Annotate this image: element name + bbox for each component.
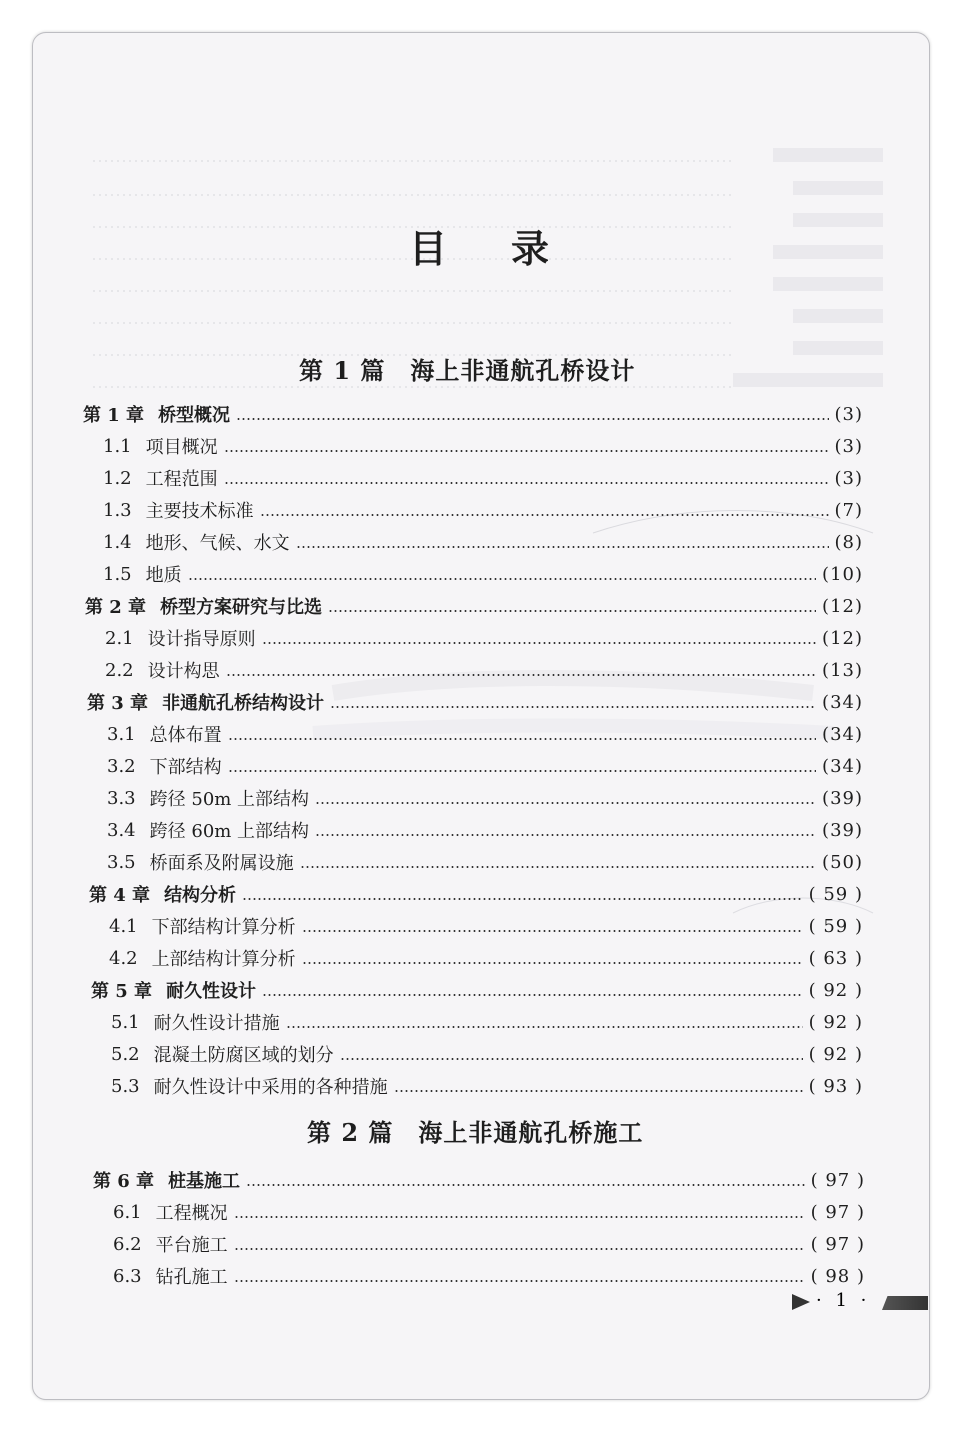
dot-leader [224,450,829,452]
dot-leader [234,1280,805,1282]
section-title: 地形、气候、水文 [145,533,290,554]
page-number: ( 63 ) [808,947,863,969]
chapter-title: 桩基施工 [168,1171,241,1192]
dot-leader [224,482,829,484]
toc-title [33,218,929,273]
section-title: 混凝土防腐区域的划分 [153,1045,334,1066]
dot-leader [394,1090,803,1092]
page-number: ( 98 ) [810,1265,865,1287]
toc-chapter-1[interactable] [83,399,863,429]
toc-section-1-5[interactable] [103,559,863,589]
section-title: 下部结构 [149,757,222,778]
toc-chapter-2[interactable] [85,591,863,621]
dot-leader [228,770,816,772]
section-number: 6.2 [113,1233,142,1255]
section-number: 1.4 [103,531,132,553]
toc-chapter-5[interactable] [91,975,863,1005]
chapter-title: 耐久性设计 [166,981,257,1002]
chapter-number: 第 4 章 [89,885,151,906]
section-number: 3.1 [107,723,136,745]
dot-leader [188,578,816,580]
dot-leader [328,610,816,612]
dot-leader [302,962,803,964]
section-number: 6.3 [113,1265,142,1287]
page-number: ( 92 ) [808,1043,863,1065]
chapter-title: 桥型概况 [158,405,231,426]
part-2-heading: 第 2 篇 海上非通航孔桥施工 [307,1118,644,1147]
section-number: 1.3 [103,499,132,521]
section-title: 跨径 50m 上部结构 [149,789,310,810]
section-number: 1.5 [103,563,132,585]
page-number: ( 97 ) [810,1233,865,1255]
toc-section-3-2[interactable] [107,751,863,781]
toc-section-6-1[interactable] [113,1197,865,1227]
section-number: 4.1 [109,915,138,937]
chapter-number: 第 5 章 [91,981,153,1002]
toc-section-4-2[interactable] [109,943,863,973]
section-number: 3.2 [107,755,136,777]
section-title: 耐久性设计中采用的各种措施 [153,1077,388,1098]
folio-bar-icon [882,1296,928,1310]
dot-leader [262,642,816,644]
toc-chapter-3[interactable] [87,687,863,717]
dot-leader [246,1184,805,1186]
page-number: ( 92 ) [808,979,863,1001]
page-number: ( 59 ) [808,915,863,937]
page-number: (8) [834,531,863,553]
page-number: (3) [834,435,863,457]
chapter-number: 第 3 章 [87,693,149,714]
section-title: 耐久性设计措施 [153,1013,280,1034]
section-title: 主要技术标准 [145,501,254,522]
toc-section-6-2[interactable] [113,1229,865,1259]
page-folio [792,1288,928,1316]
dot-leader [315,834,816,836]
section-number: 5.2 [111,1043,140,1065]
dot-leader [226,674,816,676]
page-number: (12) [822,595,863,617]
section-title: 地质 [145,565,182,586]
section-title: 设计构思 [147,661,220,682]
toc-chapter-4[interactable] [89,879,863,909]
dot-leader [234,1216,805,1218]
page-number: (10) [822,563,863,585]
page-number: ( 59 ) [808,883,863,905]
section-number: 4.2 [109,947,138,969]
toc-section-6-3[interactable] [113,1261,865,1291]
toc-section-3-1[interactable] [107,719,863,749]
dot-leader [315,802,816,804]
page-number: (39) [822,819,863,841]
section-number: 6.1 [113,1201,142,1223]
page-number: ( 97 ) [810,1169,865,1191]
chapter-title: 桥型方案研究与比选 [160,597,323,618]
part-1-heading: 第 1 篇 海上非通航孔桥设计 [299,356,636,385]
page-number: (13) [822,659,863,681]
folio-number: · 1 · [816,1290,871,1311]
section-number: 3.5 [107,851,136,873]
toc-section-2-2[interactable] [105,655,863,685]
dot-leader [260,514,829,516]
section-number: 1.1 [103,435,132,457]
page-number: (3) [834,467,863,489]
dot-leader [262,994,803,996]
dot-leader [236,418,828,420]
toc-section-5-1[interactable] [111,1007,863,1037]
page-number: (12) [822,627,863,649]
toc-title-char-2: 录 [511,226,554,271]
toc-section-3-4[interactable] [107,815,863,845]
page-number: (34) [822,755,863,777]
dot-leader [340,1058,803,1060]
section-number: 5.3 [111,1075,140,1097]
toc-section-3-3[interactable] [107,783,863,813]
chapter-title: 非通航孔桥结构设计 [162,693,325,714]
folio-wedge-icon [792,1294,810,1310]
chapter-number: 第 1 章 [83,405,145,426]
toc-chapter-6[interactable] [93,1165,865,1195]
dot-leader [286,1026,803,1028]
section-title: 平台施工 [155,1235,228,1256]
dot-leader [228,738,816,740]
section-title: 上部结构计算分析 [151,949,296,970]
section-title: 工程范围 [145,469,218,490]
page-number: ( 92 ) [808,1011,863,1033]
toc-title-char-1: 目 [408,226,451,271]
toc-section-1-1[interactable] [103,431,863,461]
dot-leader [234,1248,805,1250]
toc-section-2-1[interactable] [105,623,863,653]
toc-section-1-4[interactable] [103,527,863,557]
section-number: 3.3 [107,787,136,809]
page-number: (7) [834,499,863,521]
toc-section-5-3[interactable] [111,1071,863,1101]
section-title: 项目概况 [145,437,218,458]
chapter-number: 第 6 章 [93,1171,155,1192]
section-number: 2.1 [105,627,134,649]
page-number: (34) [822,691,863,713]
page-number: (39) [822,787,863,809]
dot-leader [330,706,816,708]
page-number: (34) [822,723,863,745]
section-number: 2.2 [105,659,134,681]
toc-section-5-2[interactable] [111,1039,863,1069]
section-number: 5.1 [111,1011,140,1033]
chapter-title: 结构分析 [164,885,237,906]
page-number: (3) [834,403,863,425]
chapter-number: 第 2 章 [85,597,147,618]
dot-leader [300,866,816,868]
toc-section-1-3[interactable] [103,495,863,525]
book-page [32,32,930,1400]
section-title: 设计指导原则 [147,629,256,650]
toc-section-3-5[interactable] [107,847,863,877]
dot-leader [242,898,803,900]
section-number: 1.2 [103,467,132,489]
section-title: 下部结构计算分析 [151,917,296,938]
section-title: 桥面系及附属设施 [149,853,294,874]
section-number: 3.4 [107,819,136,841]
page-number: ( 97 ) [810,1201,865,1223]
section-title: 工程概况 [155,1203,228,1224]
dot-leader [296,546,829,548]
section-title: 钻孔施工 [155,1267,228,1288]
toc-section-4-1[interactable] [109,911,863,941]
page-number: ( 93 ) [808,1075,863,1097]
section-title: 跨径 60m 上部结构 [149,821,310,842]
dot-leader [302,930,803,932]
toc-section-1-2[interactable] [103,463,863,493]
page-number: (50) [822,851,863,873]
section-title: 总体布置 [149,725,222,746]
